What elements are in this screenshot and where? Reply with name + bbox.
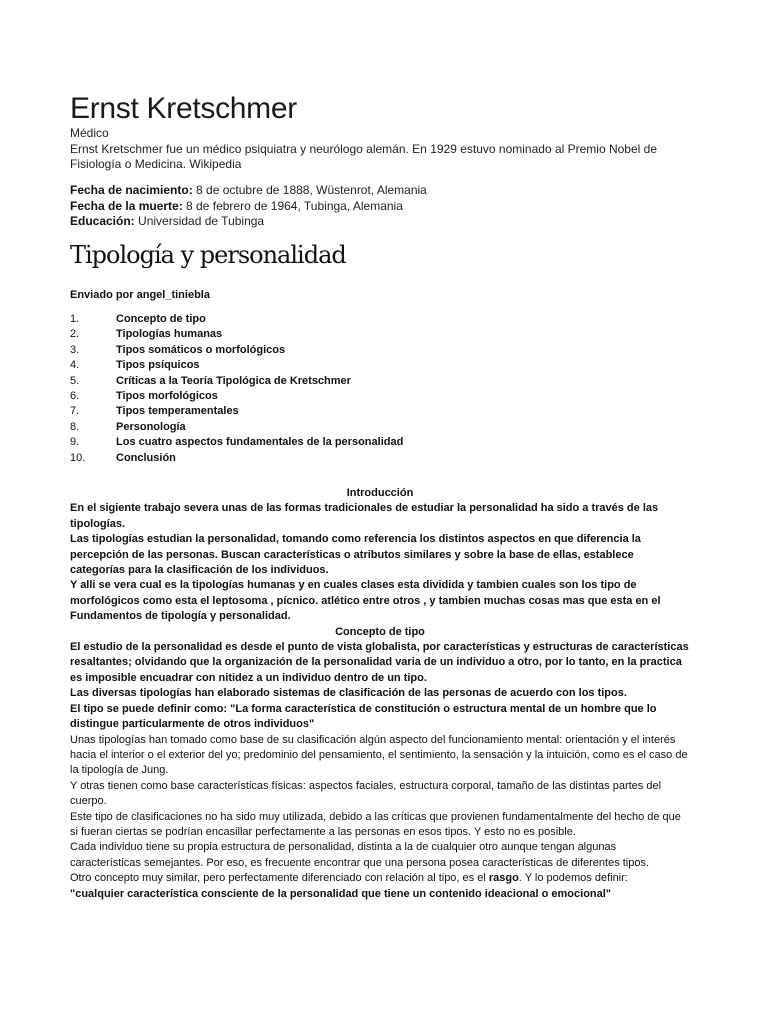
fact-value: 8 de octubre de 1888, Wüstenrot, Alemania [192, 183, 427, 197]
fact-value: Universidad de Tubinga [134, 214, 265, 228]
toc-number: 4. [70, 359, 80, 372]
toc-item[interactable] [70, 312, 690, 327]
toc-number: 2. [70, 328, 80, 341]
toc-number: 7. [70, 405, 80, 418]
fact-label: Fecha de nacimiento: [70, 183, 193, 197]
toc-label: Tipologías humanas [116, 328, 223, 341]
rasgo-term: rasgo [488, 872, 519, 885]
concept-paragraph: Cada individuo tiene su propia estructura de personalidad, distinta a la de cualquier otro aunque tengan algunas características semejantes. Por eso, es frecuente encontrar que una persona posea características de diferentes tipos. [70, 841, 650, 869]
fact-label: Fecha de la muerte: [70, 198, 183, 213]
table-of-contents [70, 312, 690, 466]
concept-paragraph: Este tipo de clasificaciones no ha sido muy utilizada, debido a las críticas que provienen fundamentalmente del hecho de que si fueran ciertas se podrían encasillar perfectamente a las personas en esos tipos. Y esto no es posible. [70, 810, 681, 838]
fact-education [70, 214, 690, 230]
rasgo-definition: "cualquier característica consciente de la personalidad que tiene un contenido ideacional o emocional" [70, 887, 612, 900]
concept-paragraph: El estudio de la personalidad es desde el punto de vista globalista, por características y estructuras de características resaltantes; olvidando que la organización de la personalidad varia de un individuo a otro, por lo tanto, en la practica es imposible encuadrar con nitidez a un individuo dentro de un tipo. [70, 641, 689, 684]
document-title: Tipología y personalidad [70, 241, 346, 269]
toc-label: Los cuatro aspectos fundamentales de la personalidad [116, 436, 404, 449]
toc-label: Tipos temperamentales [116, 405, 239, 418]
concept-paragraph: Y otras tienen como base características físicas: aspectos faciales, estructura corporal, tamaño de las distintas partes del cuerpo. [70, 779, 662, 808]
toc-number: 10. [70, 451, 86, 464]
toc-number: 1. [70, 313, 80, 325]
person-profession: Médico [70, 126, 109, 140]
toc-number: 9. [70, 436, 80, 449]
toc-item[interactable] [70, 374, 690, 389]
toc-label: Críticas a la Teoría Tipológica de Kretschmer [116, 374, 351, 387]
concept-paragraph: Unas tipologías han tomado como base de su clasificación algún aspecto del funcionamiento mental: orientación y el interés hacia el interior o el exterior del yo; predominio del pensamiento, el sentimiento, la sensación y la intuición, como es el caso de la tipología de Jung. [70, 733, 688, 777]
intro-heading: Introducción [346, 487, 414, 499]
toc-label: Concepto de tipo [116, 313, 206, 325]
rasgo-tail: . Y lo podemos definir: [518, 872, 628, 885]
person-description: Ernst Kretschmer fue un médico psiquiatra y neurólogo alemán. En 1929 estuvo nominado al Premio Nobel de Fisiología o Medicina. Wikipedia [70, 141, 657, 171]
toc-item[interactable] [70, 435, 690, 450]
toc-item[interactable] [70, 389, 690, 404]
fact-birth [70, 183, 690, 199]
fact-death [70, 199, 690, 215]
intro-paragraph: Y alli se vera cual es la tipologías humanas y en cuales clases esta dividida y tambien cuales son los tipo de morfológicos como esta el leptosoma , pícnico. atlético entre otros , y tambien muchas cosas mas que esta en el Fundamentos de tipología y personalidad. [70, 579, 661, 623]
toc-label: Tipos morfológicos [116, 389, 218, 402]
toc-item[interactable] [70, 343, 690, 358]
concept-paragraph: Las diversas tipologías han elaborado sistemas de clasificación de las personas de acuerdo con los tipos. [70, 687, 627, 700]
person-name: Ernst Kretschmer [70, 92, 297, 125]
toc-item[interactable] [70, 327, 690, 342]
concept-paragraph: El tipo se puede definir como: "La forma característica de constitución o estructura mental de un hombre que lo distingue particularmente de otros individuos" [70, 702, 657, 731]
toc-label: Tipos psíquicos [116, 359, 200, 372]
toc-item[interactable] [70, 358, 690, 373]
sender-line: Enviado por angel_tiniebla [70, 289, 210, 301]
toc-label: Tipos somáticos o morfológicos [116, 343, 286, 356]
toc-number: 5. [70, 374, 80, 387]
concept-heading: Concepto de tipo [335, 625, 425, 638]
toc-item[interactable] [70, 420, 690, 435]
toc-item[interactable] [70, 451, 690, 466]
rasgo-paragraph [70, 871, 690, 886]
toc-label: Personología [116, 420, 186, 433]
toc-item[interactable] [70, 404, 690, 419]
intro-paragraph: En el sigiente trabajo severa unas de las formas tradicionales de estudiar la personalidad ha sido a través de las tipologías. [70, 502, 659, 530]
toc-number: 3. [70, 343, 80, 356]
fact-label: Educación: [70, 214, 135, 228]
toc-number: 8. [70, 420, 80, 433]
toc-label: Conclusión [116, 451, 176, 464]
fact-value: 8 de febrero de 1964, Tubinga, Alemania [182, 198, 403, 213]
person-bio [70, 126, 690, 173]
person-facts [70, 183, 690, 230]
document-body [70, 486, 690, 902]
rasgo-lead: Otro concepto muy similar, pero perfectamente diferenciado con relación al tipo, es el [70, 872, 489, 885]
toc-number: 6. [70, 389, 80, 402]
intro-paragraph: Las tipologías estudian la personalidad, tomando como referencia los distintos aspectos en que diferencia la percepción de las personas. Buscan características o atributos similares y sobre la base de ellas, establece categorías para la clasificación de los individuos. [70, 533, 641, 577]
